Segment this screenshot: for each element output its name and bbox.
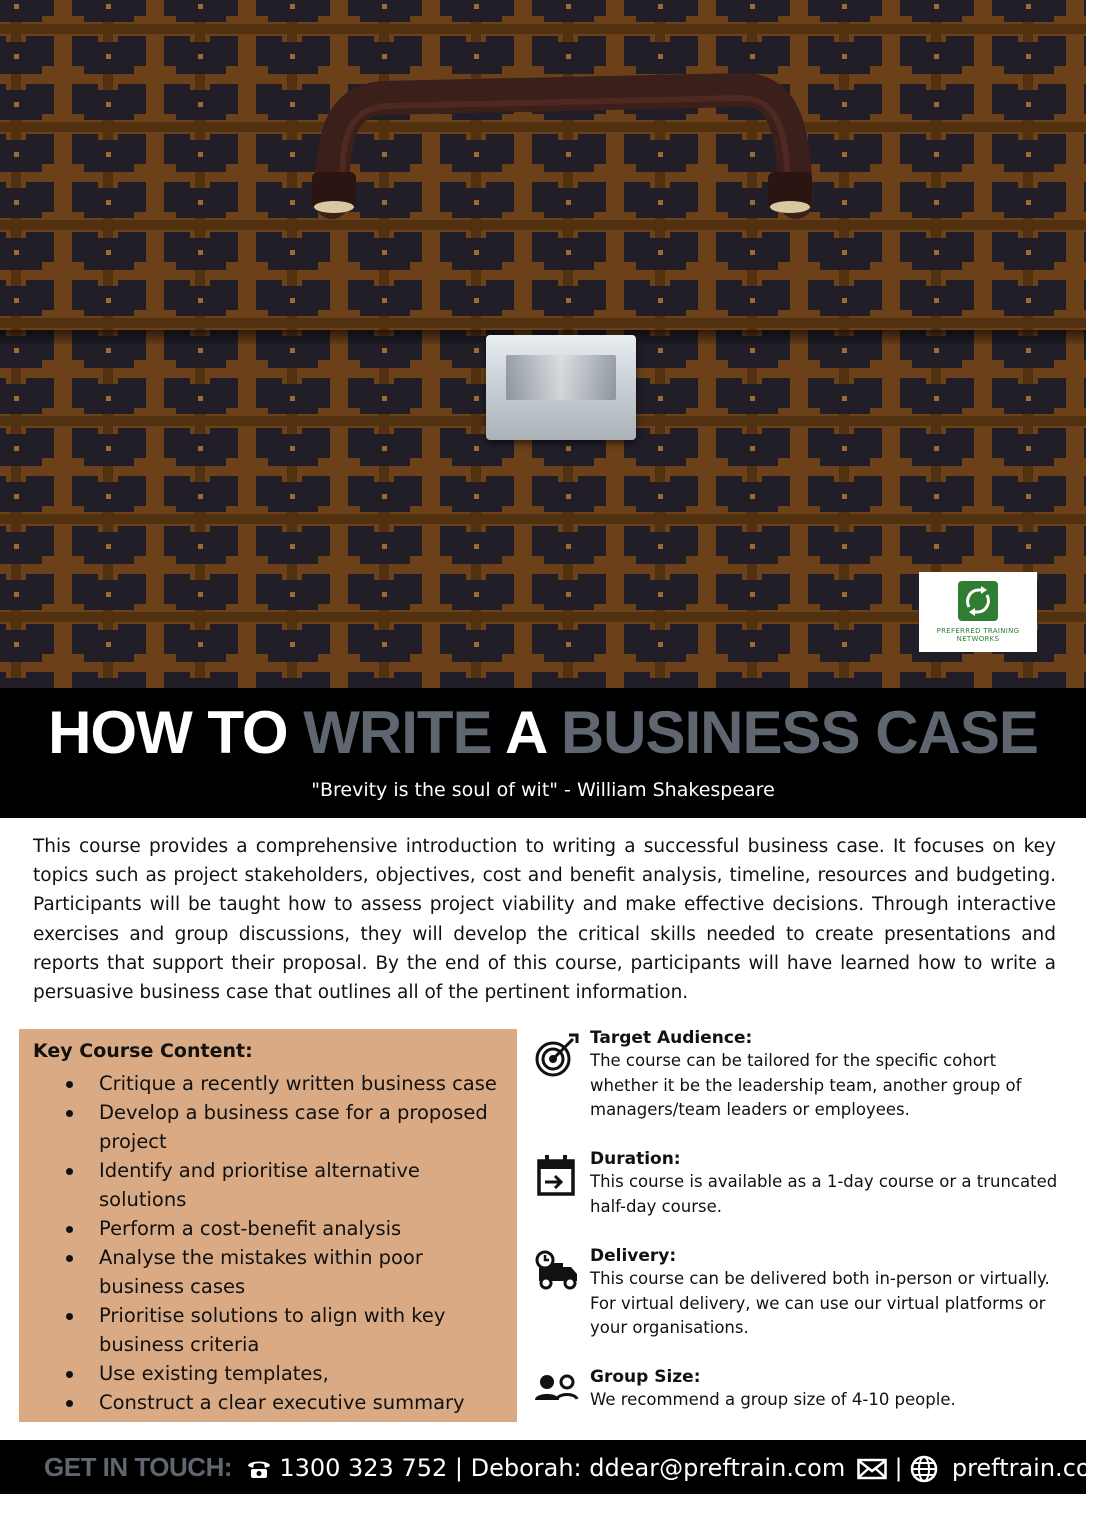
title-part-4: BUSINESS CASE <box>560 699 1038 766</box>
list-item-text: Use existing templates, <box>99 1362 329 1385</box>
hero-image <box>0 0 1086 688</box>
footer-website[interactable]: preftrain.com <box>951 1454 1114 1482</box>
list-item <box>39 1069 509 1098</box>
envelope-icon <box>857 1458 887 1480</box>
list-item-text: Identify and prioritise alternative solutions <box>99 1159 420 1211</box>
key-content-title: Key Course Content: <box>33 1040 253 1062</box>
company-logo <box>919 572 1037 652</box>
title-part-3: A <box>505 699 561 766</box>
info-heading: Group Size: <box>590 1367 701 1387</box>
briefcase-handle <box>312 62 812 212</box>
bullet <box>66 1110 73 1117</box>
title-part-2: WRITE <box>303 699 506 766</box>
info-heading: Duration: <box>590 1149 681 1169</box>
title-part-1: HOW TO <box>48 699 304 766</box>
briefcase-latch <box>486 335 636 440</box>
calendar-icon <box>533 1152 583 1198</box>
list-item-text: Critique a recently written business case <box>99 1072 497 1095</box>
bullet <box>66 1371 73 1378</box>
bullet <box>66 1313 73 1320</box>
key-content-list <box>39 1069 509 1417</box>
list-item-text: Develop a business case for a proposed project <box>99 1101 488 1153</box>
group-icon <box>533 1370 583 1416</box>
logo-text-line1: PREFERRED TRAINING <box>936 627 1020 635</box>
quote: "Brevity is the soul of wit" - William Shakespeare <box>311 779 775 801</box>
intro-paragraph: This course provides a comprehensive introduction to writing a successful business case. It focuses on key topics such as project stakeholders, objectives, cost and benefit analysis, timeline, resources and budgeting. Participants will be taught how to assess project viability and make effective decisions. Through interactive exercises and group discussions, they will develop the critical skills needed to create presentations and reports that support their proposal. By the end of this course, participants will have learned how to write a persuasive business case that outlines all of the pertinent information. <box>33 836 1056 1004</box>
list-item-text: Perform a cost-benefit analysis <box>99 1217 402 1240</box>
list-item <box>39 1098 509 1156</box>
info-text: The course can be tailored for the specific cohort whether it be the leadership team, another group of managers/team leaders or employees. <box>590 1051 1022 1119</box>
footer-email[interactable]: Deborah: ddear@preftrain.com <box>470 1454 846 1482</box>
list-item <box>39 1359 509 1388</box>
info-heading: Delivery: <box>590 1246 677 1266</box>
info-text: We recommend a group size of 4-10 people. <box>590 1390 956 1409</box>
info-text: This course is available as a 1-day course or a truncated half-day course. <box>590 1172 1058 1216</box>
list-item <box>39 1301 509 1359</box>
info-text: This course can be delivered both in-person or virtually. For virtual delivery, we can use our virtual platforms or your organisations. <box>590 1269 1050 1337</box>
footer-phone[interactable]: 1300 323 752 <box>279 1454 448 1482</box>
bullet <box>66 1255 73 1262</box>
list-item <box>39 1243 509 1301</box>
info-heading: Target Audience: <box>590 1028 753 1048</box>
list-item-text: Analyse the mistakes within poor business cases <box>99 1246 423 1298</box>
list-item <box>39 1214 509 1243</box>
refresh-arrows-icon <box>956 579 1000 623</box>
list-item <box>39 1156 509 1214</box>
target-icon <box>533 1031 583 1077</box>
logo-text-line2: NETWORKS <box>956 635 1000 643</box>
key-content-box <box>19 1029 517 1422</box>
phone-icon <box>246 1458 272 1480</box>
bullet <box>66 1081 73 1088</box>
globe-icon <box>910 1455 938 1483</box>
delivery-truck-icon <box>533 1249 583 1295</box>
footer-label: GET IN TOUCH: <box>44 1452 233 1482</box>
footer-separator: | <box>447 1454 471 1482</box>
page-title <box>0 698 1086 768</box>
footer-contact-bar <box>0 1440 1114 1494</box>
bullet <box>66 1168 73 1175</box>
list-item <box>39 1388 509 1417</box>
footer-separator: | <box>886 1454 911 1482</box>
bullet <box>66 1226 73 1233</box>
list-item-text: Prioritise solutions to align with key business criteria <box>99 1304 446 1356</box>
list-item-text: Construct a clear executive summary <box>99 1391 465 1414</box>
bullet <box>66 1400 73 1407</box>
